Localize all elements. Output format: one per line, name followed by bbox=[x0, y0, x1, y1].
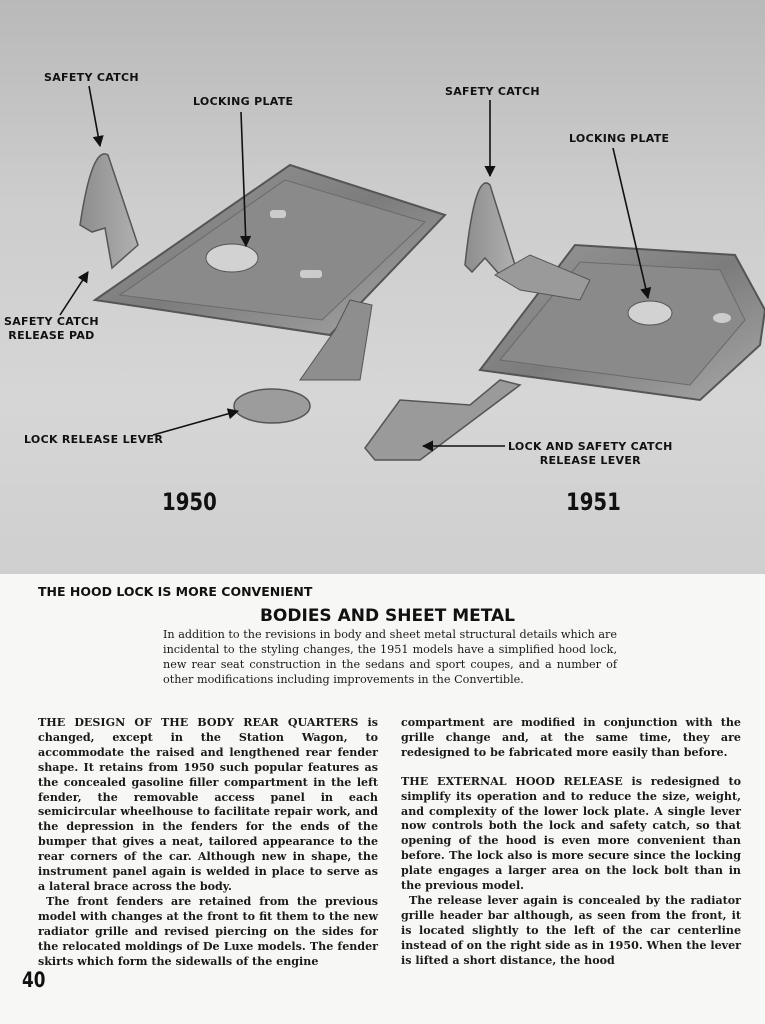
year-label-1950: 1950 bbox=[162, 488, 217, 516]
callout-1950-locking-plate: LOCKING PLATE bbox=[193, 95, 294, 108]
paragraph-front-fenders: The front fenders are retained from the previous model with changes at the front to fit them to the new radiator grille and revised piercing on the sides for the relocated moldings of De Luxe models. The fender skirts which form the sidewalls of the engine bbox=[38, 894, 378, 968]
paragraph-fender-skirts-cont: compartment are modified in conjunction with the grille change and, at the same time, they are redesigned to be fabricated more easily than before. bbox=[401, 716, 741, 759]
page-number: 40 bbox=[22, 968, 46, 992]
paragraph-external-hood-release: THE EXTERNAL HOOD RELEASE is redesigned to simplify its operation and to reduce the size, weight, and complexity of the lower lock plate. A single lever now controls both the lock and safety catch, so that opening of the hood is even more convenient than before. The lock also is more secure since the locking plate engages a larger area on the lock bolt than in the previous model. bbox=[401, 774, 741, 893]
section-intro: In addition to the revisions in body and sheet metal structural details which are incidental to the styling changes, the 1951 models have a simplified hood lock, new rear seat construction in the sedans and sport coupes, and a number of other modifications including improvements in the Convertible. bbox=[163, 628, 617, 686]
body-column-left bbox=[38, 716, 378, 969]
lock-1950-part bbox=[80, 154, 445, 423]
body-column-right bbox=[401, 716, 741, 969]
paragraph-body-rear-quarters: THE DESIGN OF THE BODY REAR QUARTERS is changed, except in the Station Wagon, to accommodate the raised and lengthened rear fender shape. It retains from 1950 such popular features as the concealed gasoline filler compartment in the left fender, the removable access panel in each semicircular wheelhouse to facilitate repair work, and the depression in the fenders for the ends of the bumper that gives a neat, tailored appearance to the rear corners of the car. Although new in shape, the instrument panel again is welded in place to serve as a lateral brace across the body. bbox=[38, 716, 378, 893]
figure-caption: THE HOOD LOCK IS MORE CONVENIENT bbox=[38, 584, 313, 599]
paragraph-release-lever: The release lever again is concealed by the radiator grille header bar although, as seen from the front, it is located slightly to the left of the car centerline instead of on the right side as in 1950. When the lever is lifted a short distance, the hood bbox=[401, 893, 741, 967]
section-title: BODIES AND SHEET METAL bbox=[259, 606, 516, 626]
callout-1951-safety-catch: SAFETY CATCH bbox=[445, 85, 540, 98]
callout-1951-locking-plate: LOCKING PLATE bbox=[569, 132, 670, 145]
callout-1950-lock-release-lever: LOCK RELEASE LEVER bbox=[24, 433, 164, 446]
callout-1950-safety-catch: SAFETY CATCH bbox=[44, 71, 139, 84]
callout-1951-lock-and-safety-catch-release-lever: LOCK AND SAFETY CATCH RELEASE LEVER bbox=[508, 440, 673, 467]
year-label-1951: 1951 bbox=[566, 488, 621, 516]
callout-1950-safety-catch-release-pad: SAFETY CATCH RELEASE PAD bbox=[4, 315, 99, 342]
